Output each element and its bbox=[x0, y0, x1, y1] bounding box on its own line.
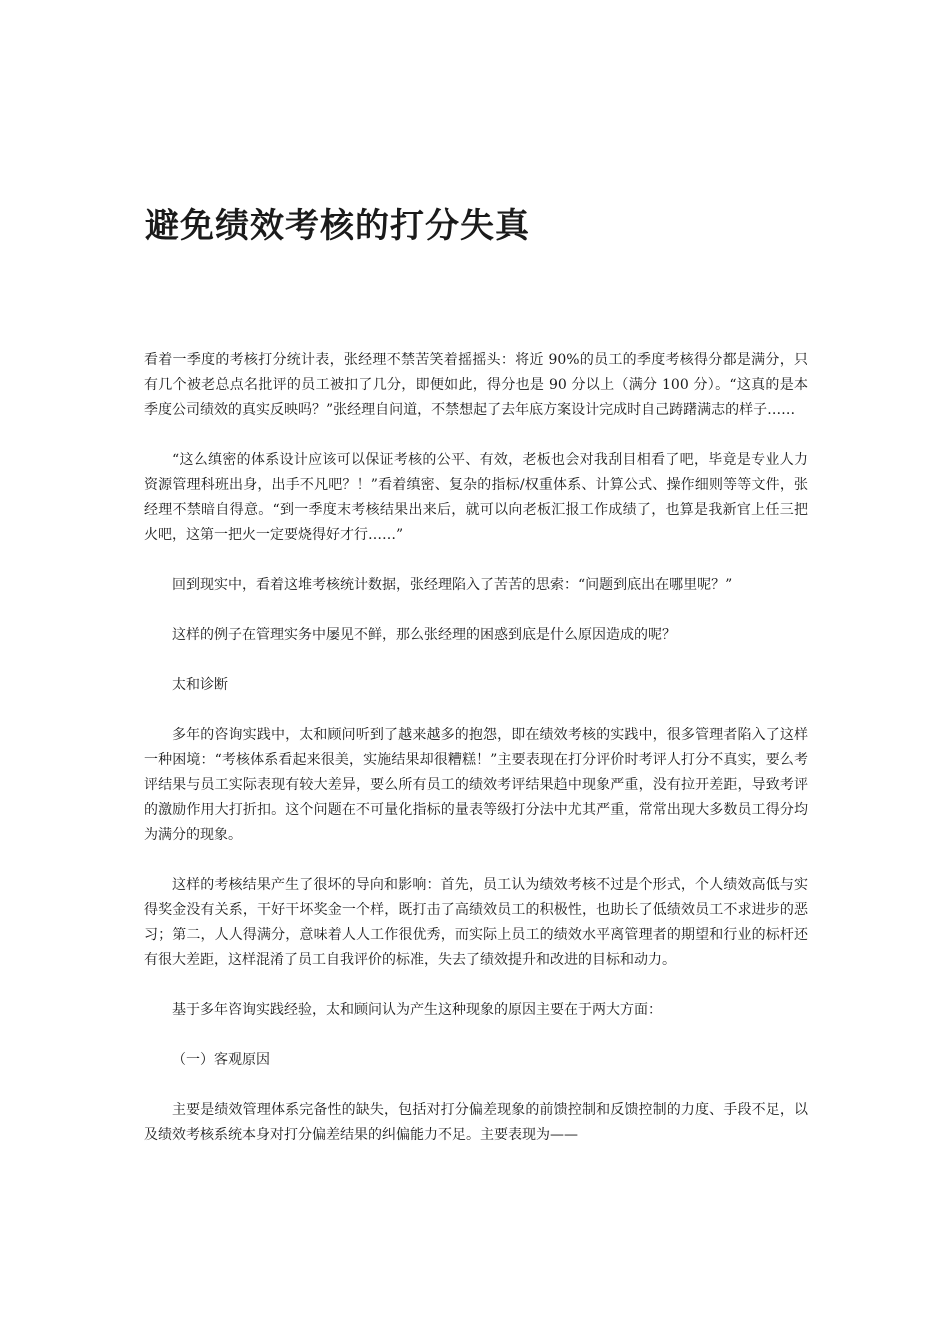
paragraph-8: 主要是绩效管理体系完备性的缺失，包括对打分偏差现象的前馈控制和反馈控制的力度、手段不足，以及绩效考核系统本身对打分偏差结果的纠偏能力不足。主要表现为—— bbox=[144, 1102, 808, 1143]
paragraph-2: “这么缜密的体系设计应该可以保证考核的公平、有效，老板也会对我刮目相看了吧，毕竟是专业人力资源管理科班出身，出手不凡吧？！”看着缜密、复杂的指标/权重体系、计算公式、操作细则等等文件，张经理不禁暗自得意。“到一季度末考核结果出来后，就可以向老板汇报工作成绩了，也算是我新官上任三把火吧，这第一把火一定要烧得好才行……” bbox=[144, 452, 808, 543]
section-heading-diagnosis: 太和诊断 bbox=[172, 677, 228, 693]
paragraph-6: 这样的考核结果产生了很坏的导向和影响：首先，员工认为绩效考核不过是个形式，个人绩效高低与实得奖金没有关系，干好干坏奖金一个样，既打击了高绩效员工的积极性，也助长了低绩效员工不求进步的恶习；第二，人人得满分，意味着人人工作很优秀，而实际上员工的绩效水平离管理者的期望和行业的标杆还有很大差距，这样混淆了员工自我评价的标准，失去了绩效提升和改进的目标和动力。 bbox=[144, 877, 808, 968]
paragraph-1: 看着一季度的考核打分统计表，张经理不禁苦笑着摇摇头：将近 90%的员工的季度考核得分都是满分，只有几个被老总点名批评的员工被扣了几分，即便如此，得分也是 90 分以上（满分 100 分）。“这真的是本季度公司绩效的真实反映吗？”张经理自问道，不禁想起了去年底方案设计完成时自己踌躇满志的样子…… bbox=[144, 352, 808, 418]
section-heading-objective: （一）客观原因 bbox=[172, 1052, 270, 1068]
document-title: 避免绩效考核的打分失真 bbox=[145, 206, 530, 246]
paragraph-7: 基于多年咨询实践经验，太和顾问认为产生这种现象的原因主要在于两大方面： bbox=[172, 1002, 662, 1018]
paragraph-3: 回到现实中，看着这堆考核统计数据，张经理陷入了苦苦的思索：“问题到底出在哪里呢？” bbox=[172, 577, 733, 593]
document-body bbox=[144, 348, 808, 1173]
paragraph-5: 多年的咨询实践中，太和顾问听到了越来越多的抱怨，即在绩效考核的实践中，很多管理者陷入了这样一种困境：“考核体系看起来很美，实施结果却很糟糕！”主要表现在打分评价时考评人打分不真实，要么考评结果与员工实际表现有较大差异，要么所有员工的绩效考评结果趋中现象严重，没有拉开差距，导致考评的激励作用大打折扣。这个问题在不可量化指标的量表等级打分法中尤其严重，常常出现大多数员工得分均为满分的现象。 bbox=[144, 727, 808, 843]
paragraph-4: 这样的例子在管理实务中屡见不鲜，那么张经理的困惑到底是什么原因造成的呢？ bbox=[172, 627, 676, 643]
